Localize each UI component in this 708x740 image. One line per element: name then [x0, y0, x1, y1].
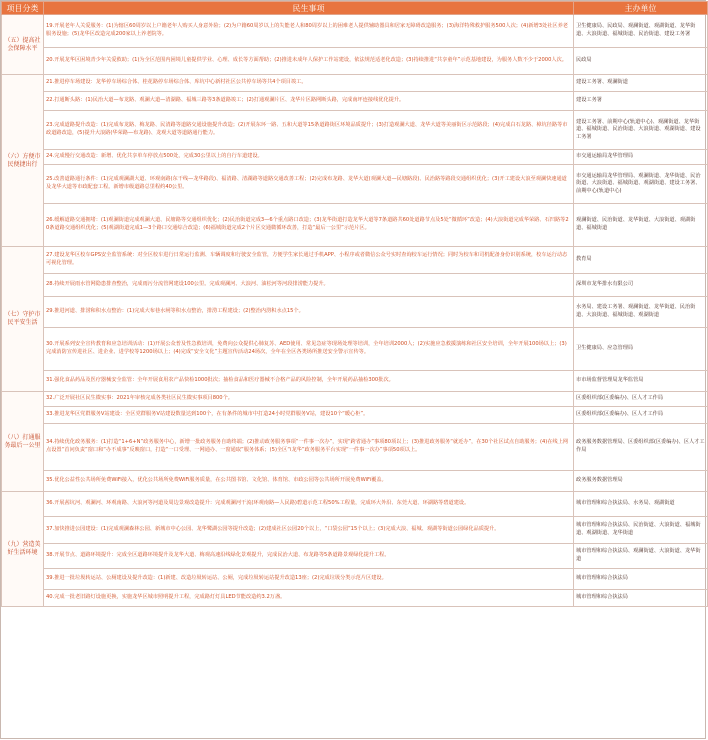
table-row: [2, 274, 708, 297]
table-row: [2, 92, 708, 111]
table-row: [2, 297, 708, 328]
table-row: [2, 492, 708, 517]
unit-cell: 卫生健康局、应急管理局: [574, 328, 708, 371]
item-cell: 34.持续优化政务服务：(1)打造“1+6+N”政务服务中心，新增一批政务服务自助终端；(2)推动政务服务事项“一件事一次办”，实现“跨省通办”事项80项以上；(3)推进政务服务“就近办”，在30个社区试点自助服务；(4)在线上网点设置“首问负责”窗口和“办不成事”反映窗口，打造“一口受理、一网通办、一窗通取”服务体系；(5)全区“i龙华”政务服务平台实现“一件事一次办”事项50项以上。: [44, 424, 574, 471]
item-cell: 33.推进龙华区党群服务V站建设：全区党群服务V站建设数量达到100个，在有条件的城市中打造24小时党群服务V站，建设10个“暖心柜”。: [44, 407, 574, 424]
table-row: [2, 15, 708, 48]
unit-cell: 建设工务署、观澜街道: [574, 75, 708, 92]
unit-cell: 民政局: [574, 48, 708, 75]
unit-cell: 城市管理和综合执法局、水务局、观湖街道: [574, 492, 708, 517]
table-row: [2, 165, 708, 204]
table-body: [2, 15, 708, 607]
unit-cell: 教育局: [574, 247, 708, 274]
table-row: [2, 471, 708, 492]
unit-cell: 政务服务数据管理局、区委组织部(区委编办)、区人才工作局: [574, 424, 708, 471]
unit-cell: 政务服务数据管理局: [574, 471, 708, 492]
unit-cell: 城市管理和综合执法局、观澜街道、大浪街道、龙华街道: [574, 544, 708, 569]
table-row: [2, 111, 708, 150]
unit-cell: 建设工务署、前期中心(轨道中心)、观澜街道、龙华街道、福城街道、民治街道、大浪街道、观湖街道、建设工务署: [574, 111, 708, 150]
item-cell: 25.改善道路通行条件：(1)完成观澜湖大道、环观南路(东干线—龙华路段)、福清路、清湖路等道路交通改善工程；(2)完成布龙路、龙华大道(观澜大道—民塘路段)、民治路等路段交通组织优化；(3)开工建设大浪至观澜快速通道及龙华大道等市政配套工程。新增市级道路总里程约40公里。: [44, 165, 574, 204]
unit-cell: 市市场监督管理局龙华监管局: [574, 371, 708, 392]
table-row: [2, 328, 708, 371]
item-cell: 29.推进河道、排涝和积水点整治：(1)完成大布巷水闸等积水点整治，排涝工程建设；(2)整治内涝积水点15个。: [44, 297, 574, 328]
category-cell: （六）方便市民便捷出行: [2, 75, 44, 247]
table-row: [2, 407, 708, 424]
table-row: [2, 517, 708, 544]
item-cell: 30.开展系列安全宣传教育和应急培训活动：(1)开展公众普及性急救培训，免费向公众提供心肺复苏、AED使用、常见急症等现场处理等培训，全年培训2000人；(2)实施应急救援演练和社区安全培训，全年开展100场以上；(3)完成消防宣传进社区、进企业、进学校等1200场以上；(4)完成“安全文化”主题宣传活动24场次，全年在全区各类场所推送安全警示宣传等。: [44, 328, 574, 371]
item-cell: 28.持续开展雨水管网隐患排查整治，完成雨污分流管网建设100公里。完成观澜河、大浪河、油松河等河段排涝能力提升。: [44, 274, 574, 297]
item-cell: 23.完成道路提升改造：(1)完成布龙路、梅龙路、民清路等道路交通设施提升改造；(2)开展东环一路、五和大道等15条道路街区环境品质提升；(3)打造观澜大道、龙华大道等美丽街区示范路段；(4)完成白石龙路、樟坑径路等市政道路改造，(5)提升大浪路(华荣路—布龙路)、龙观大道等道路通行能力。: [44, 111, 574, 150]
item-cell: 22.打通断头路：(1)民治大道—布龙路、观澜大道—清湖路、福城三路等3条道路竣工；(2)打通观澜片区、龙华片区路网断头路，完成南坪连接线优化提升。: [44, 92, 574, 111]
category-cell: （五）提高社会保障水平: [2, 15, 44, 75]
unit-cell: 市交通运输局龙华管理局、观澜街道、龙华街道、民治街道、大浪街道、福城街道、观湖街道、建设工务署、前期中心(轨道中心): [574, 165, 708, 204]
unit-cell: 建设工务署: [574, 92, 708, 111]
item-cell: 24.完成慢行交通改造：新增、优化共享单车停放点500处，完成30公里以上的自行车道建设。: [44, 150, 574, 165]
table-row: [2, 204, 708, 247]
item-cell: 36.开展茜坑河、观澜河、环观南路、大浪河等河道及周边景观改造提升：完成观澜河干流(环观南路—人民路)碧道示范工程50%工程量，完成环大外沿、东莞大道、环湖路等碧道建设。: [44, 492, 574, 517]
unit-cell: 水务局、建设工务署、观澜街道、龙华街道、民治街道、大浪街道、福城街道、观湖街道: [574, 297, 708, 328]
unit-cell: 深圳市龙华排水有限公司: [574, 274, 708, 297]
item-cell: 26.缓解道路交通拥堵：(1)观澜街道完成观澜大道、民塘路等交通组织优化；(2)民治街道完成3—6个重点路口改造；(3)龙华街道打造龙华大道等7条道路共60处道路节点及5处“微循环”改造；(4)大浪街道完成华荣路、石凹路等20条道路交通组织优化；(5)观湖街道完成1—3个路口交通综合改造；(6)福城街道完成2个片区交通微循环改善，打造“最后一公里”示范片区。: [44, 204, 574, 247]
table-row: [2, 544, 708, 569]
item-cell: 40.完成一批老旧路灯设施更换，实施龙华区城市照明提升工程，完成路灯灯具LED节能改造约3.2万盏。: [44, 590, 574, 607]
livelihood-table: [1, 1, 708, 607]
table-row: [2, 392, 708, 407]
table-row: [2, 424, 708, 471]
item-cell: 21.推进停车场建设：龙华停车场综合体、桂花路停车场综合体、库坑中心新村社区公共停车场等共4个项目竣工。: [44, 75, 574, 92]
table-row: [2, 48, 708, 75]
category-cell: （八）打通服务最后一公里: [2, 392, 44, 492]
unit-cell: 区委组织部(区委编办)、区人才工作局: [574, 392, 708, 407]
table-row: [2, 247, 708, 274]
item-cell: 20.开展龙华区困境青少年关爱救助；(1)为全区范围内困境儿童提供学业、心理、成长等方面帮助；(2)推进未成年人保护工作站建设，依法规范适老化改造；(3)持续推进“共享童年”示范基地建设，为服务人数不少于2000人次。: [44, 48, 574, 75]
item-cell: 19.开展老年人关爱服务：(1)为辖区60周岁以上户籍老年人购买人身意外险；(2)为户籍60周岁以上的失能老人和80周岁以上的困难老人提供辅助器具和居家无障碍改造服务；(3)海洋特殊救护服务500人次；(4)新增3处社区养老服务设施；(5)龙华区改造完成200家以上养老院等。: [44, 15, 574, 48]
table-row: [2, 75, 708, 92]
item-cell: 39.推进一批垃圾转运站、公厕建设及提升改造：(1)新建、改造垃圾转运站、公厕，完成垃圾转运站提升改造13座；(2)完成垃圾分类示范片区建设。: [44, 569, 574, 590]
header-item: 民生事项: [44, 2, 574, 15]
table-row: [2, 371, 708, 392]
item-cell: 32.广泛开展社区民生微实事：2021年审核完成各类社区民生微实事项目800个。: [44, 392, 574, 407]
item-cell: 38.开展节点、道路环境提升：完成全区道路环境提升及龙华大道、梅观高速沿线绿化景观提升，完成民治大道、布龙路等5条道路景观绿化提升工程。: [44, 544, 574, 569]
unit-cell: 城市管理和综合执法局: [574, 590, 708, 607]
unit-cell: 区委组织部(区委编办)、区人才工作局: [574, 407, 708, 424]
item-cell: 31.强化食品药品及医疗器械安全监管：全年开展食用农产品快检1000批次；抽检食品和医疗器械不合格产品的风险控制，全年开展药品抽检300批次。: [44, 371, 574, 392]
header-unit: 主办单位: [574, 2, 708, 15]
table-header-row: [2, 2, 708, 15]
item-cell: 27.建设龙华区校车GPS安全监管系统：对全区校车进行日常运行监测、车辆调度和行驶安全监管，方便学生家长通过手机APP、小程序或者微信公众号实时查询校车运行情况；同时为校车和司机配备身份识别系统，校车运行动态可视化管理。: [44, 247, 574, 274]
table-row: [2, 590, 708, 607]
unit-cell: 市交通运输局龙华管理局: [574, 150, 708, 165]
header-category: 项目分类: [2, 2, 44, 15]
unit-cell: 城市管理和综合执法局: [574, 569, 708, 590]
item-cell: 37.加快推进公园建设：(1)完成观澜森林公园、新城市中心公园、龙华鹭湖公园等提升改造；(2)建成社区公园20个以上，“口袋公园”15个以上；(3)完成大浪、福城、观湖等街道公园绿化品质提升。: [44, 517, 574, 544]
unit-cell: 城市管理和综合执法局、民治街道、大浪街道、福城街道、观湖街道、龙华街道: [574, 517, 708, 544]
table-row: [2, 569, 708, 590]
category-cell: （七）守护市民平安生活: [2, 247, 44, 392]
item-cell: 35.优化公益性公共场所免费WiFi接入，优化公共场所免费WiFi服务质量，在公共图书馆、文化馆、体育馆、市政公园等公共场所开展免费WiFi覆盖。: [44, 471, 574, 492]
unit-cell: 卫生健康局、民政局、观澜街道、观湖街道、龙华街道、大浪街道、福城街道、民治街道、建设工务署: [574, 15, 708, 48]
table-row: [2, 150, 708, 165]
category-cell: （九）营造美好生活环境: [2, 492, 44, 607]
unit-cell: 观澜街道、民治街道、龙华街道、大浪街道、观湖街道、福城街道: [574, 204, 708, 247]
